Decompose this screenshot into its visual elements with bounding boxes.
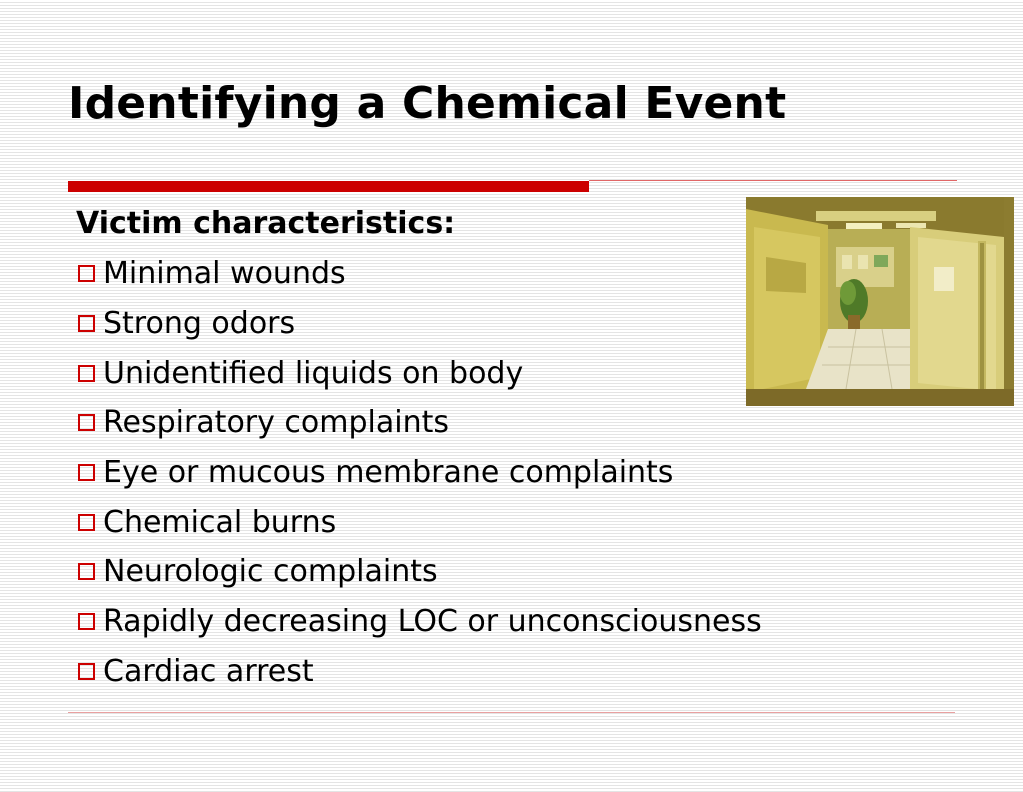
list-item <box>76 448 976 498</box>
list-item <box>76 647 976 697</box>
list-item <box>76 547 976 597</box>
square-bullet-icon <box>78 365 95 382</box>
square-bullet-icon <box>78 563 95 580</box>
bullet-text: Chemical burns <box>103 504 337 540</box>
list-item <box>76 597 976 647</box>
photo-illustration <box>746 197 1014 406</box>
square-bullet-icon <box>78 414 95 431</box>
footer-rule <box>68 712 955 713</box>
title-underline-thick <box>68 181 589 192</box>
bullet-text: Respiratory complaints <box>103 405 449 441</box>
bullet-text: Neurologic complaints <box>103 554 438 590</box>
bullet-text: Strong odors <box>103 306 296 342</box>
blast-door-photo <box>746 197 1014 406</box>
section-heading: Victim characteristics: <box>76 206 456 241</box>
list-item <box>76 497 976 547</box>
square-bullet-icon <box>78 265 95 282</box>
bullet-text: Cardiac arrest <box>103 653 314 689</box>
bullet-text: Unidentified liquids on body <box>103 355 524 391</box>
square-bullet-icon <box>78 464 95 481</box>
square-bullet-icon <box>78 663 95 680</box>
bullet-text: Minimal wounds <box>103 256 346 292</box>
slide-title: Identifying a Chemical Event <box>68 78 787 129</box>
bullet-text: Rapidly decreasing LOC or unconsciousness <box>103 604 762 640</box>
square-bullet-icon <box>78 613 95 630</box>
square-bullet-icon <box>78 315 95 332</box>
title-underline-thin <box>589 180 957 181</box>
square-bullet-icon <box>78 514 95 531</box>
bullet-text: Eye or mucous membrane complaints <box>103 455 674 491</box>
